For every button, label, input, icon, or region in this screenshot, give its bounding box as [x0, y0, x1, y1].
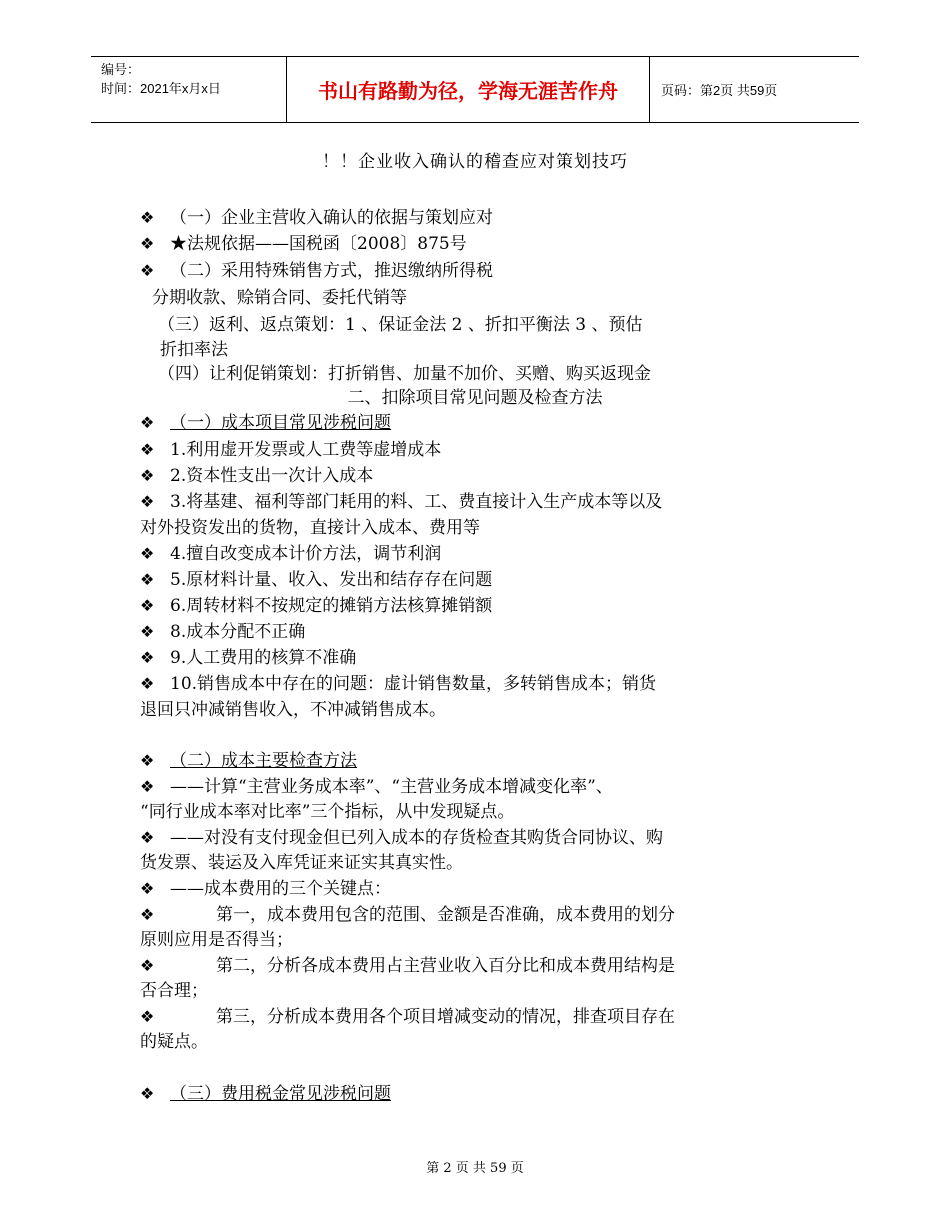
bullet-icon: ❖: [140, 440, 155, 459]
bullet-icon: ❖: [140, 208, 155, 227]
list-item: ❖ 6.周转材料不按规定的摊销方法核算摊销额: [140, 596, 493, 616]
list-item: ❖ ——计算“主营业务成本率”、“主营业务成本增减变化率”、: [140, 777, 613, 797]
bullet-icon: ❖: [140, 879, 155, 898]
bullet-icon: ❖: [140, 234, 155, 253]
bullet-icon: ❖: [140, 596, 155, 615]
header-motto: 书山有路勤为径，学海无涯苦作舟: [286, 57, 650, 122]
bullet-icon: ❖: [140, 777, 155, 796]
subsection-heading: （二）成本主要检查方法: [170, 751, 357, 771]
bullet-icon: ❖: [140, 544, 155, 563]
bullet-icon: ❖: [140, 956, 155, 975]
page-header: [91, 56, 859, 123]
header-page-info: 页码：第2页 共59页: [661, 83, 778, 98]
list-item: ❖ ★法规依据——国税函〔2008〕875号: [140, 234, 467, 254]
text-line: 退回只冲减销售收入，不冲减销售成本。: [140, 700, 446, 720]
list-item: ❖ （二）采用特殊销售方式，推迟缴纳所得税: [140, 261, 493, 281]
bullet-icon: ❖: [140, 492, 155, 511]
bullet-icon: ❖: [140, 261, 155, 280]
document-title: ！！企业收入确认的稽查应对策划技巧: [322, 152, 628, 172]
header-meta: [101, 60, 221, 98]
list-item: [140, 1083, 391, 1105]
section-heading: 二、扣除项目常见问题及检查方法: [347, 388, 603, 408]
text-line: 的疑点。: [140, 1032, 208, 1052]
bullet-icon: ❖: [140, 1084, 155, 1103]
bullet-icon: ❖: [140, 751, 155, 770]
list-item: [140, 412, 391, 434]
bullet-icon: ❖: [140, 466, 155, 485]
list-item: ❖ （一）企业主营收入确认的依据与策划应对: [140, 208, 493, 228]
bullet-icon: ❖: [140, 413, 155, 432]
time-label: 时间：2021年x月x日: [101, 81, 221, 96]
text-line: （三）返利、返点策划：1 、保证金法 2 、折扣平衡法 3 、预估: [158, 315, 643, 335]
list-item: ❖ 4.擅自改变成本计价方法，调节利润: [140, 544, 442, 564]
bullet-icon: ❖: [140, 905, 155, 924]
bullet-icon: ❖: [140, 622, 155, 641]
bullet-icon: ❖: [140, 674, 155, 693]
list-item: ❖ 3.将基建、福利等部门耗用的料、工、费直接计入生产成本等以及: [140, 492, 663, 512]
text-line: （四）让利促销策划：打折销售、加量不加价、买赠、购买返现金: [158, 364, 651, 384]
text-line: 对外投资发出的货物，直接计入成本、费用等: [140, 518, 480, 538]
bullet-icon: ❖: [140, 828, 155, 847]
list-item: ❖ 1.利用虚开发票或人工费等虚增成本: [140, 440, 442, 460]
list-item: ❖ 5.原材料计量、收入、发出和结存存在问题: [140, 570, 493, 590]
text-line: 分期收款、赊销合同、委托代销等: [152, 288, 407, 308]
list-item: ❖ 9.人工费用的核算不准确: [140, 648, 357, 668]
list-item: [140, 750, 357, 772]
subsection-heading: （一）成本项目常见涉税问题: [170, 413, 391, 433]
subsection-heading: （三）费用税金常见涉税问题: [170, 1084, 391, 1104]
bullet-icon: ❖: [140, 570, 155, 589]
number-label: 编号：: [101, 62, 141, 77]
text-line: 折扣率法: [160, 340, 228, 360]
list-item: ❖ 第三，分析成本费用各个项目增减变动的情况，排查项目存在: [140, 1007, 675, 1027]
list-item: ❖ 8.成本分配不正确: [140, 622, 306, 642]
list-item: ❖ 第二，分析各成本费用占主营业收入百分比和成本费用结构是: [140, 956, 675, 976]
text-line: 原则应用是否得当；: [140, 930, 293, 950]
page-footer: 第 2 页 共 59 页: [426, 1161, 524, 1176]
text-line: “同行业成本率对比率”三个指标，从中发现疑点。: [140, 802, 515, 822]
list-item: ❖ 2.资本性支出一次计入成本: [140, 466, 374, 486]
text-line: 货发票、装运及入库凭证来证实其真实性。: [140, 853, 463, 873]
list-item: ❖ ——成本费用的三个关键点：: [140, 879, 391, 899]
bullet-icon: ❖: [140, 648, 155, 667]
list-item: ❖ 10.销售成本中存在的问题：虚计销售数量，多转销售成本；销货: [140, 674, 657, 694]
bullet-icon: ❖: [140, 1007, 155, 1026]
list-item: ❖ ——对没有支付现金但已列入成本的存货检查其购货合同协议、购: [140, 828, 663, 848]
list-item: ❖ 第一，成本费用包含的范围、金额是否准确，成本费用的划分: [140, 905, 675, 925]
text-line: 否合理；: [140, 981, 208, 1001]
